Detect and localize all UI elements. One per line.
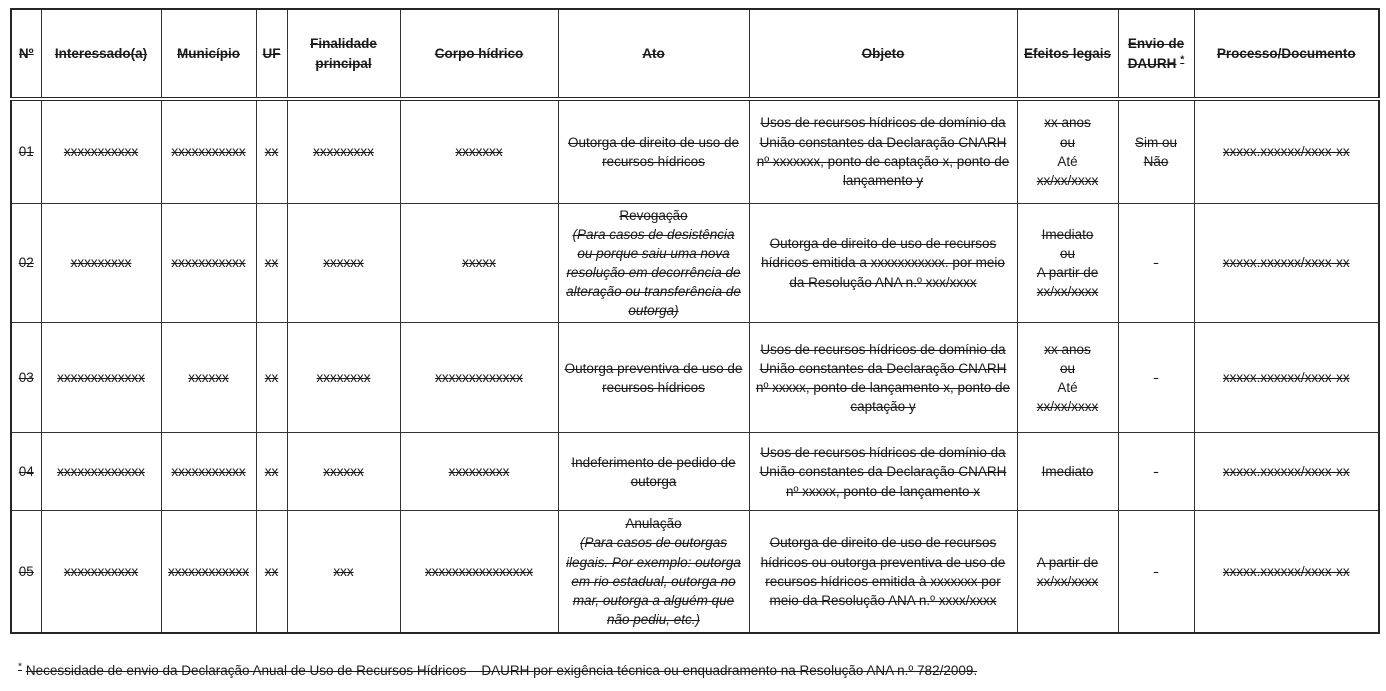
cell-objeto: Outorga de direito de uso de recursos hídricos emitida a xxxxxxxxxxx. por meio da Resolução ANA n.º xxx/xxxx <box>749 203 1017 323</box>
cell-uf: xx <box>256 433 287 511</box>
cell-ato: Anulação (Para casos de outorgas ilegais. Por exemplo: outorga em rio estadual, outorga no mar, outorga a alguém que não pediu, etc.) <box>558 511 749 633</box>
cell-efeitos-legais: xx anos ou Até xx/xx/xxxx <box>1017 323 1118 433</box>
cell-uf: xx <box>256 511 287 633</box>
cell-corpo-hidrico: xxxxxxxxxxxxxxxx <box>400 511 558 633</box>
cell-processo-documento: xxxxx.xxxxxx/xxxx-xx <box>1194 99 1379 203</box>
cell-objeto: Usos de recursos hídricos de domínio da União constantes da Declaração CNARH nº xxxxx, ponto de lançamento x <box>749 433 1017 511</box>
cell-objeto: Outorga de direito de uso de recursos hídricos ou outorga preventiva de uso de recursos hídricos emitida à xxxxxxx por meio da Resolução ANA n.º xxxx/xxxx <box>749 511 1017 633</box>
header-label: Interessado(a) <box>54 45 148 61</box>
cell-num: 03 <box>11 323 41 433</box>
header-label: Ato <box>642 45 665 61</box>
cell-processo-documento: xxxxx.xxxxxx/xxxx-xx <box>1194 323 1379 433</box>
cell-objeto: Usos de recursos hídricos de domínio da União constantes da Declaração CNARH nº xxxxxxx, ponto de captação x, ponto de lançamento y <box>749 99 1017 203</box>
footnote <box>18 662 1378 681</box>
cell-municipio: xxxxxxxxxxx <box>161 203 256 323</box>
ato-note: (Para casos de outorgas ilegais. Por exemplo: outorga em rio estadual, outorga no mar, outorga a alguém que não pediu, etc.) <box>566 535 741 627</box>
cell-corpo-hidrico: xxxxxxx <box>400 99 558 203</box>
cell-envio-daurh: - <box>1118 511 1194 633</box>
col-header-finalidade <box>287 9 400 99</box>
header-label: Envio de <box>1127 36 1185 52</box>
cell-interessado: xxxxxxxxxxx <box>41 511 161 633</box>
table-row <box>11 99 1379 203</box>
table-row <box>11 433 1379 511</box>
cell-ato: Revogação (Para casos de desistência ou porque saiu uma nova resolução em decorrência de alteração ou transferência de outorga) <box>558 203 749 323</box>
cell-interessado: xxxxxxxxxxxxx <box>41 433 161 511</box>
cell-efeitos-legais: xx anos ou Até xx/xx/xxxx <box>1017 99 1118 203</box>
cell-finalidade: xxxxxxxx <box>287 323 400 433</box>
cell-efeitos-legais: Imediato ou A partir de xx/xx/xxxx <box>1017 203 1118 323</box>
cell-processo-documento: xxxxx.xxxxxx/xxxx-xx <box>1194 203 1379 323</box>
cell-num: 04 <box>11 433 41 511</box>
cell-efeitos-legais: Imediato <box>1017 433 1118 511</box>
header-label: Corpo hídrico <box>434 45 524 61</box>
acts-table <box>10 8 1380 634</box>
cell-corpo-hidrico: xxxxxxxxxxxxx <box>400 323 558 433</box>
cell-municipio: xxxxxx <box>161 323 256 433</box>
cell-uf: xx <box>256 203 287 323</box>
col-header-num <box>11 9 41 99</box>
cell-ato: Outorga preventiva de uso de recursos hídricos <box>558 323 749 433</box>
ato-note: (Para casos de desistência ou porque saiu uma nova resolução em decorrência de alteração ou transferência de outorga) <box>566 226 741 319</box>
table-row <box>11 511 1379 633</box>
header-label: Município <box>177 45 240 61</box>
header-label: Processo/Documento <box>1216 45 1356 61</box>
cell-efeitos-legais: A partir de xx/xx/xxxx <box>1017 511 1118 633</box>
cell-municipio: xxxxxxxxxxx <box>161 99 256 203</box>
cell-finalidade: xxxxxx <box>287 433 400 511</box>
cell-uf: xx <box>256 99 287 203</box>
cell-envio-daurh: - <box>1118 203 1194 323</box>
cell-num: 02 <box>11 203 41 323</box>
footnote-text: Necessidade de envio da Declaração Anual de Uso de Recursos Hídricos – DAURH por exigência técnica ou enquadramento na Resolução ANA n.º 782/2009. <box>25 662 978 678</box>
cell-ato: Outorga de direito de uso de recursos hídricos <box>558 99 749 203</box>
col-header-envio-daurh <box>1118 9 1194 99</box>
header-label: Nº <box>18 45 34 61</box>
cell-uf: xx <box>256 323 287 433</box>
col-header-objeto <box>749 9 1017 99</box>
cell-processo-documento: xxxxx.xxxxxx/xxxx-xx <box>1194 433 1379 511</box>
table-row <box>11 323 1379 433</box>
cell-ato: Indeferimento de pedido de outorga <box>558 433 749 511</box>
cell-num: 01 <box>11 99 41 203</box>
cell-objeto: Usos de recursos hídricos de domínio da União constantes da Declaração CNARH nº xxxxx, ponto de lançamento x, ponto de captação y <box>749 323 1017 433</box>
header-label: DAURH <box>1127 55 1177 71</box>
header-label: Objeto <box>861 45 905 61</box>
cell-interessado: xxxxxxxxxxx <box>41 99 161 203</box>
cell-finalidade: xxx <box>287 511 400 633</box>
cell-finalidade: xxxxxx <box>287 203 400 323</box>
table-row <box>11 203 1379 323</box>
cell-envio-daurh: - <box>1118 323 1194 433</box>
cell-num: 05 <box>11 511 41 633</box>
cell-processo-documento: xxxxx.xxxxxx/xxxx-xx <box>1194 511 1379 633</box>
table-header-row <box>11 9 1379 99</box>
cell-corpo-hidrico: xxxxx <box>400 203 558 323</box>
col-header-uf <box>256 9 287 99</box>
cell-interessado: xxxxxxxxxxxxx <box>41 323 161 433</box>
header-label: Efeitos legais <box>1023 45 1112 61</box>
header-label: Finalidade principal <box>310 36 377 71</box>
cell-interessado: xxxxxxxxx <box>41 203 161 323</box>
cell-finalidade: xxxxxxxxx <box>287 99 400 203</box>
header-label: UF <box>262 45 281 61</box>
col-header-interessado <box>41 9 161 99</box>
col-header-ato <box>558 9 749 99</box>
cell-municipio: xxxxxxxxxxxx <box>161 511 256 633</box>
col-header-efeitos-legais <box>1017 9 1118 99</box>
cell-envio-daurh: - <box>1118 433 1194 511</box>
cell-corpo-hidrico: xxxxxxxxx <box>400 433 558 511</box>
col-header-corpo-hidrico <box>400 9 558 99</box>
footnote-marker-asterisk: * <box>18 660 23 673</box>
cell-envio-daurh: Sim ou Não <box>1118 99 1194 203</box>
footnote-reference-asterisk: * <box>1180 53 1185 65</box>
cell-municipio: xxxxxxxxxxx <box>161 433 256 511</box>
col-header-processo-documento <box>1194 9 1379 99</box>
col-header-municipio <box>161 9 256 99</box>
